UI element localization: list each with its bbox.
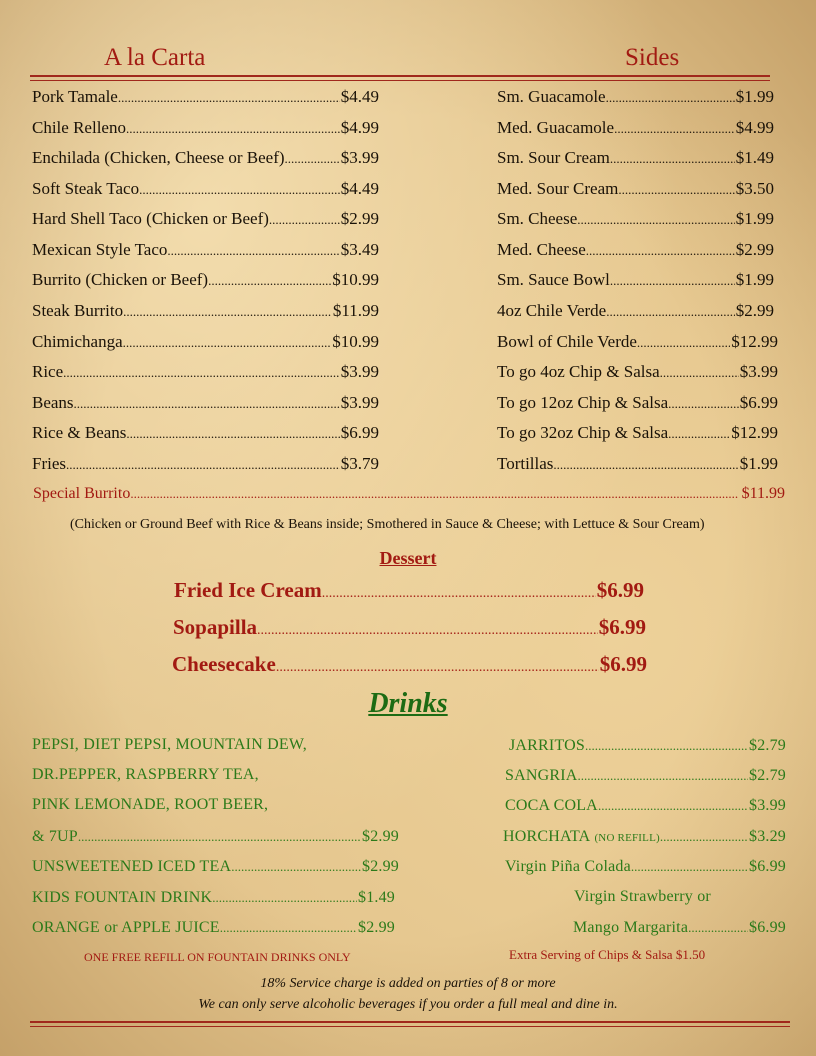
dot-leader (257, 621, 598, 641)
dot-leader (123, 333, 332, 353)
dot-leader (167, 241, 339, 261)
list-item: Med. Guacamole ..... $4.99 (497, 118, 774, 139)
list-item: Mexican Style Taco ..... $3.49 (32, 240, 379, 261)
dot-leader (614, 119, 735, 139)
list-item: To go 12oz Chip & Salsa ..... $6.99 (497, 393, 778, 414)
dot-leader (269, 210, 340, 230)
dot-leader (118, 88, 340, 108)
dot-leader (139, 180, 340, 200)
dot-leader (577, 210, 734, 230)
list-item: Steak Burrito ..... $11.99 (32, 301, 379, 322)
dot-leader (553, 455, 738, 475)
dot-leader (126, 119, 340, 139)
list-item: To go 4oz Chip & Salsa ..... $3.99 (497, 362, 778, 383)
list-item: Fried Ice Cream ..... $6.99 (174, 580, 644, 604)
dot-leader (231, 857, 361, 877)
list-item: Virgin Piña Colada ..... $6.99 (505, 857, 786, 877)
top-rule-thin (30, 80, 770, 81)
footer-line-2: We can only serve alcoholic beverages if you order a full meal and dine in. (198, 997, 618, 1012)
list-item: Pork Tamale ..... $4.49 (32, 87, 379, 108)
dot-leader (668, 394, 739, 414)
dot-leader (631, 857, 748, 877)
dot-leader (598, 796, 748, 816)
list-item: Cheesecake ..... $6.99 (172, 654, 647, 678)
dot-leader (606, 88, 735, 108)
dot-leader (130, 484, 737, 504)
list-item: Sopapilla ..... $6.99 (173, 617, 646, 641)
dot-leader (618, 180, 734, 200)
dot-leader (668, 424, 730, 444)
dot-leader (126, 424, 339, 444)
dot-leader (123, 302, 332, 322)
list-item: Mango Margarita ..... $6.99 (573, 918, 786, 938)
list-item: Fries ..... $3.79 (32, 454, 379, 475)
extra-chips-note: Extra Serving of Chips & Salsa $1.50 (509, 947, 706, 962)
list-item: To go 32oz Chip & Salsa ..... $12.99 (497, 423, 778, 444)
dessert-title: Dessert (379, 548, 437, 568)
fountain-line: PEPSI, DIET PEPSI, MOUNTAIN DEW, (32, 736, 307, 753)
list-item: Chimichanga ..... $10.99 (32, 332, 379, 353)
list-item: COCA COLA ..... $3.99 (505, 796, 786, 816)
bottom-rule (30, 1021, 790, 1023)
list-item: Bowl of Chile Verde ..... $12.99 (497, 332, 778, 353)
list-item: Med. Sour Cream ..... $3.50 (497, 179, 774, 200)
footer-line-1: 18% Service charge is added on parties of 8 or more (260, 976, 556, 991)
dot-leader (74, 394, 340, 414)
strawberry-line: Virgin Strawberry or (574, 888, 711, 905)
list-item: 4oz Chile Verde ..... $2.99 (497, 301, 774, 322)
list-item: & 7UP ..... $2.99 (32, 827, 399, 847)
list-item: SANGRIA ..... $2.79 (505, 766, 786, 786)
special-burrito-description: (Chicken or Ground Beef with Rice & Beans inside; Smothered in Sauce & Cheese; with Lettuce & Sour Cream) (70, 517, 705, 532)
list-item: Enchilada (Chicken, Cheese or Beef) ..... $3.99 (32, 148, 379, 169)
list-item: Soft Steak Taco ..... $4.49 (32, 179, 379, 200)
list-item: Hard Shell Taco (Chicken or Beef) ..... $2.99 (32, 209, 379, 230)
top-rule (30, 75, 770, 77)
dot-leader (586, 241, 735, 261)
list-item: Sm. Sauce Bowl ..... $1.99 (497, 270, 774, 291)
list-item: Sm. Sour Cream ..... $1.49 (497, 148, 774, 169)
list-item: ORANGE or APPLE JUICE ..... $2.99 (32, 918, 395, 938)
list-item: Tortillas ..... $1.99 (497, 454, 778, 475)
dot-leader (578, 766, 748, 786)
dot-leader (78, 827, 361, 847)
list-item: Rice & Beans ..... $6.99 (32, 423, 379, 444)
list-item: JARRITOS ..... $2.79 (509, 736, 786, 756)
dot-leader (610, 271, 735, 291)
fountain-line: PINK LEMONADE, ROOT BEER, (32, 796, 269, 813)
dot-leader (285, 149, 340, 169)
dot-leader (660, 363, 739, 383)
list-item: Sm. Cheese ..... $1.99 (497, 209, 774, 230)
sides-title: Sides (625, 44, 680, 71)
dot-leader (610, 149, 735, 169)
list-item: UNSWEETENED ICED TEA ..... $2.99 (32, 857, 399, 877)
dot-leader (660, 827, 748, 847)
list-item: Rice ..... $3.99 (32, 362, 379, 383)
list-item: Med. Cheese ..... $2.99 (497, 240, 774, 261)
fountain-line: DR.PEPPER, RASPBERRY TEA, (32, 766, 259, 783)
list-item: HORCHATA (NO REFILL) ..... $3.29 (503, 827, 786, 848)
dot-leader (212, 888, 357, 908)
dot-leader (585, 736, 748, 756)
dot-leader (63, 363, 340, 383)
list-item: Chile Relleno ..... $4.99 (32, 118, 379, 139)
dot-leader (637, 333, 730, 353)
dot-leader (688, 918, 748, 938)
list-item: KIDS FOUNTAIN DRINK ..... $1.49 (32, 888, 395, 908)
dot-leader (208, 271, 331, 291)
list-item: Sm. Guacamole ..... $1.99 (497, 87, 774, 108)
list-item: Burrito (Chicken or Beef) ..... $10.99 (32, 270, 379, 291)
dot-leader (276, 658, 599, 678)
refill-note: ONE FREE REFILL ON FOUNTAIN DRINKS ONLY (84, 950, 351, 964)
dot-leader (322, 584, 596, 604)
special-burrito-row: Special Burrito ..... $11.99 (33, 484, 785, 504)
bottom-rule-thin (30, 1026, 790, 1027)
dot-leader (606, 302, 735, 322)
a-la-carta-title: A la Carta (104, 44, 206, 71)
list-item: Beans ..... $3.99 (32, 393, 379, 414)
dot-leader (66, 455, 340, 475)
dot-leader (220, 918, 357, 938)
drinks-title: Drinks (368, 688, 448, 719)
